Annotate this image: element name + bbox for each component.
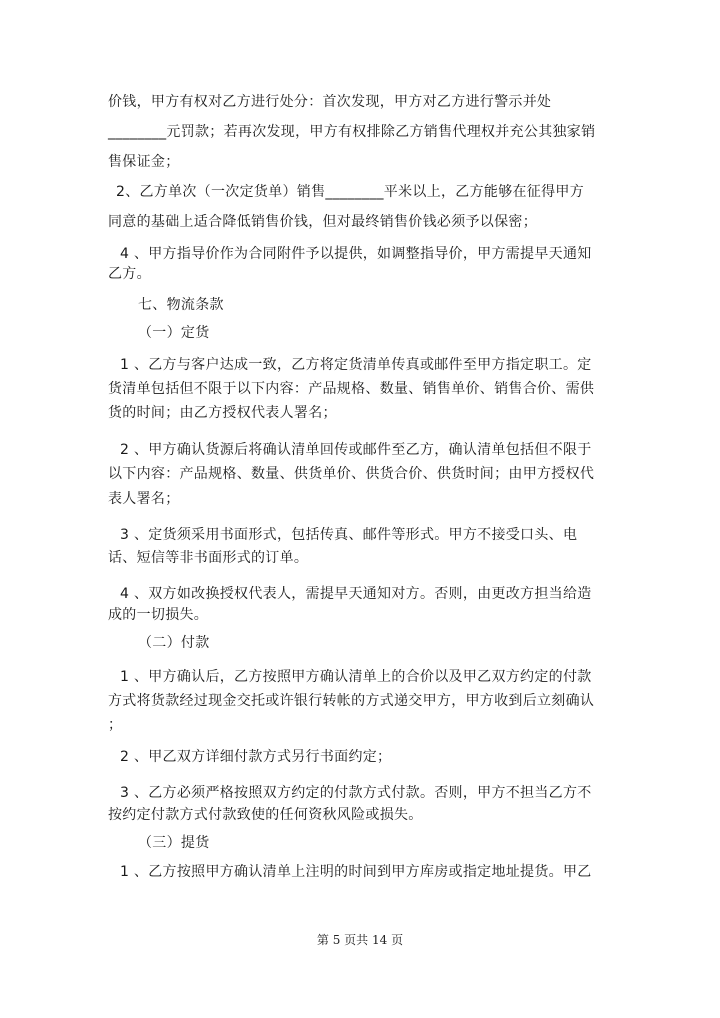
text-line: 2、乙方单次（一次定货单）销售________平米以上，乙方能够在征得甲方: [116, 184, 585, 200]
text-line: 2 、甲乙双方详细付款方式另行书面约定；: [120, 749, 392, 765]
text-line: 3 、定货须采用书面形式，包括传真、邮件等形式。甲方不接受口头、电: [120, 527, 578, 543]
text-line: 货的时间；由乙方授权代表人署名；: [108, 405, 337, 421]
text-line: 以下内容：产品规格、数量、供货单价、供货合价、供货时间；由甲方授权代: [108, 466, 595, 482]
text-line: 3 、乙方必须严格按照双方约定的付款方式付款。否则，甲方不担当乙方不: [120, 785, 592, 801]
subsection-heading: （三）提货: [138, 835, 210, 851]
text-line: 方式将货款经过现金交托或许银行转帐的方式递交甲方，甲方收到后立刻确认: [108, 693, 595, 709]
text-line: 1 、乙方与客户达成一致，乙方将定货清单传真或邮件至甲方指定职工。定: [120, 357, 592, 373]
text-line: 成的一切损失。: [108, 607, 209, 623]
section-heading: 七、物流条款: [138, 297, 224, 313]
text-line: 按约定付款方式付款致使的任何资秋风险或损失。: [108, 807, 423, 823]
text-line: ________元罚款；若再次发现，甲方有权排除乙方销售代理权并充公其独家销: [108, 124, 596, 140]
text-line: 价钱，甲方有权对乙方进行处分：首次发现，甲方对乙方进行警示并处: [108, 94, 552, 110]
text-line: 货清单包括但不限于以下内容：产品规格、数量、销售单价、销售合价、需供: [108, 381, 595, 397]
text-line: 表人署名；: [108, 491, 180, 507]
text-line: 同意的基础上适合降低销售价钱，但对最终销售价钱必须予以保密；: [108, 214, 537, 230]
subsection-heading: （一）定货: [138, 325, 210, 341]
text-line: 1 、甲方确认后，乙方按照甲方确认清单上的合价以及甲乙双方约定的付款: [120, 669, 592, 685]
subsection-heading: （二）付款: [138, 635, 210, 651]
text-line: 4 、双方如改换授权代表人，需提早天通知对方。否则，由更改方担当给造: [120, 586, 592, 602]
text-line: 2 、甲方确认货源后将确认清单回传或邮件至乙方，确认清单包括但不限于: [120, 442, 592, 458]
text-line: 话、短信等非书面形式的订单。: [108, 550, 309, 566]
text-line: 售保证金；: [108, 154, 180, 170]
text-line: ；: [108, 717, 123, 733]
page-footer: 第 5 页共 14 页: [316, 933, 404, 947]
text-line: 1 、乙方按照甲方确认清单上注明的时间到甲方库房或指定地址提货。甲乙: [120, 864, 592, 880]
text-line: 4 、甲方指导价作为合同附件予以提供，如调整指导价，甲方需提早天通知: [120, 246, 592, 262]
text-line: 乙方。: [108, 266, 151, 282]
